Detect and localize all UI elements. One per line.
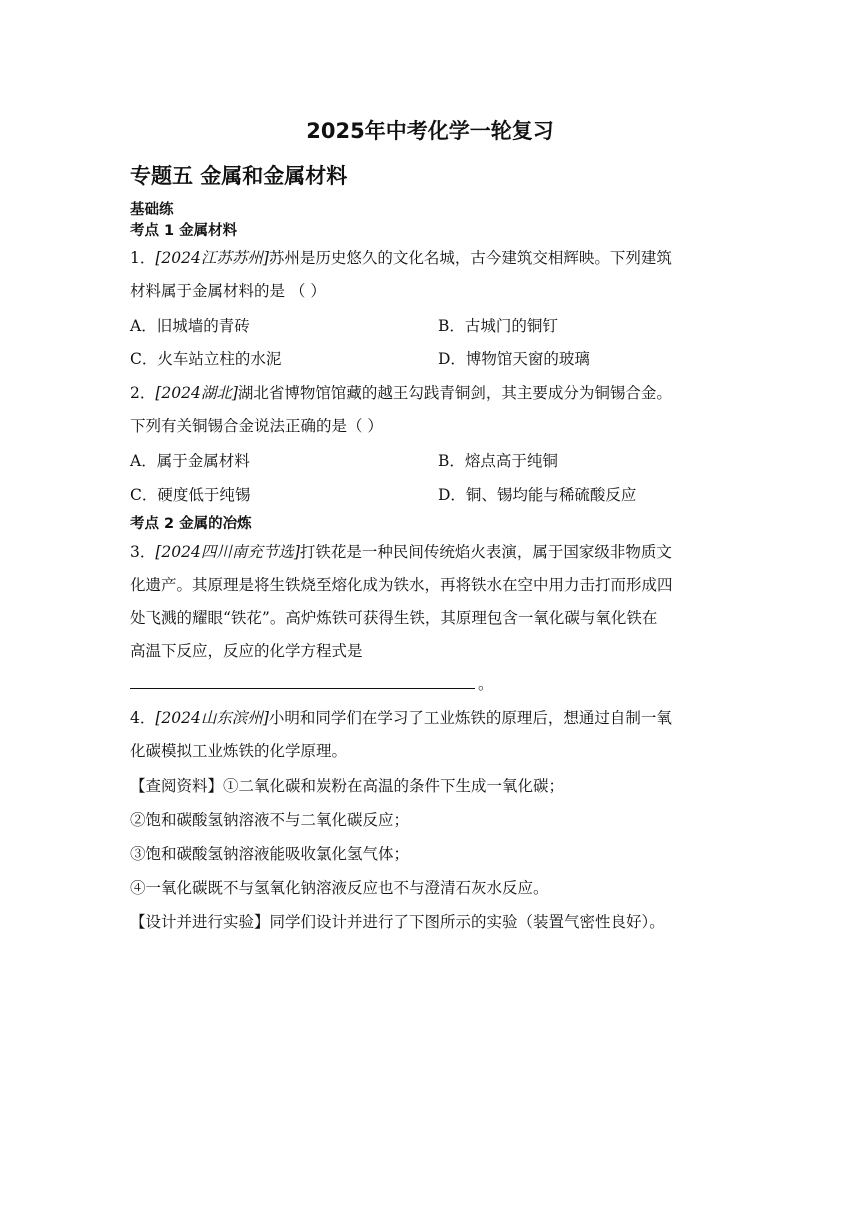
question-2-line-2: 下列有关铜锡合金说法正确的是（ ） xyxy=(130,417,383,435)
question-4-info-4: ④一氧化碳既不与氢氧化钠溶液反应也不与澄清石灰水反应。 xyxy=(130,879,549,897)
question-3-source: [2024四川南充节选] xyxy=(155,543,300,561)
question-3-line-2: 化遗产。其原理是将生铁烧至熔化成为铁水，再将铁水在空中用力击打而形成四 xyxy=(130,576,673,594)
question-4-info-2: ②饱和碳酸氢钠溶液不与二氧化碳反应； xyxy=(130,811,410,829)
question-2-option-d: D．铜、锡均能与稀硫酸反应 xyxy=(438,486,637,504)
question-2-source: [2024湖北] xyxy=(155,384,238,402)
question-3-line-3: 处飞溅的耀眼“铁花”。高炉炼铁可获得生铁，其原理包含一氧化碳与氧化铁在 xyxy=(130,609,658,627)
answer-blank[interactable] xyxy=(130,688,475,689)
question-1-option-c: C．火车站立柱的水泥 xyxy=(130,350,282,368)
exam-point-2: 考点 2 金属的冶炼 xyxy=(130,516,252,532)
question-1-option-d: D．博物馆天窗的玻璃 xyxy=(438,350,590,368)
question-4-text: 小明和同学们在学习了工业炼铁的原理后，想通过自制一氧 xyxy=(268,709,672,727)
question-4-line-2: 化碳模拟工业炼铁的化学原理。 xyxy=(130,742,348,760)
question-3-text: 打铁花是一种民间传统焰火表演，属于国家级非物质文 xyxy=(299,543,672,561)
question-4-number: 4． xyxy=(130,709,156,727)
question-3-number: 3． xyxy=(130,543,156,561)
question-4-line-1 xyxy=(130,706,740,728)
question-3-end-mark: 。 xyxy=(478,675,494,693)
question-1-line-2: 材料属于金属材料的是 （ ） xyxy=(130,282,326,300)
question-1-option-b: B．古城门的铜钉 xyxy=(438,317,558,335)
question-1-source: [2024江苏苏州] xyxy=(155,249,269,267)
question-2-option-c: C．硬度低于纯锡 xyxy=(130,486,251,504)
question-2-line-1 xyxy=(130,381,740,403)
question-2-text: 湖北省博物馆馆藏的越王勾践青铜剑，其主要成分为铜锡合金。 xyxy=(237,384,672,402)
section-label: 基础练 xyxy=(130,202,174,218)
question-2-option-a: A．属于金属材料 xyxy=(130,452,250,470)
question-3-line-1 xyxy=(130,540,740,562)
question-1-number: 1． xyxy=(130,249,156,267)
question-1-line-1 xyxy=(130,246,740,268)
question-2-number: 2． xyxy=(130,384,156,402)
question-2-option-b: B．熔点高于纯铜 xyxy=(438,452,558,470)
question-1-option-a: A．旧城墙的青砖 xyxy=(130,317,250,335)
document-title: 2025年中考化学一轮复习 xyxy=(306,119,554,143)
question-4-source: [2024山东滨州] xyxy=(155,709,269,727)
topic-title: 专题五 金属和金属材料 xyxy=(130,164,348,188)
question-4-design: 【设计并进行实验】同学们设计并进行了下图所示的实验（装置气密性良好）。 xyxy=(130,913,665,931)
question-4-info-3: ③饱和碳酸氢钠溶液能吸收氯化氢气体； xyxy=(130,845,410,863)
exam-point-1: 考点 1 金属材料 xyxy=(130,223,238,239)
question-3-line-4: 高温下反应，反应的化学方程式是 xyxy=(130,642,363,660)
question-1-text: 苏州是历史悠久的文化名城，古今建筑交相辉映。下列建筑 xyxy=(268,249,672,267)
question-4-info-1: 【查阅资料】①二氧化碳和炭粉在高温的条件下生成一氧化碳； xyxy=(130,777,565,795)
